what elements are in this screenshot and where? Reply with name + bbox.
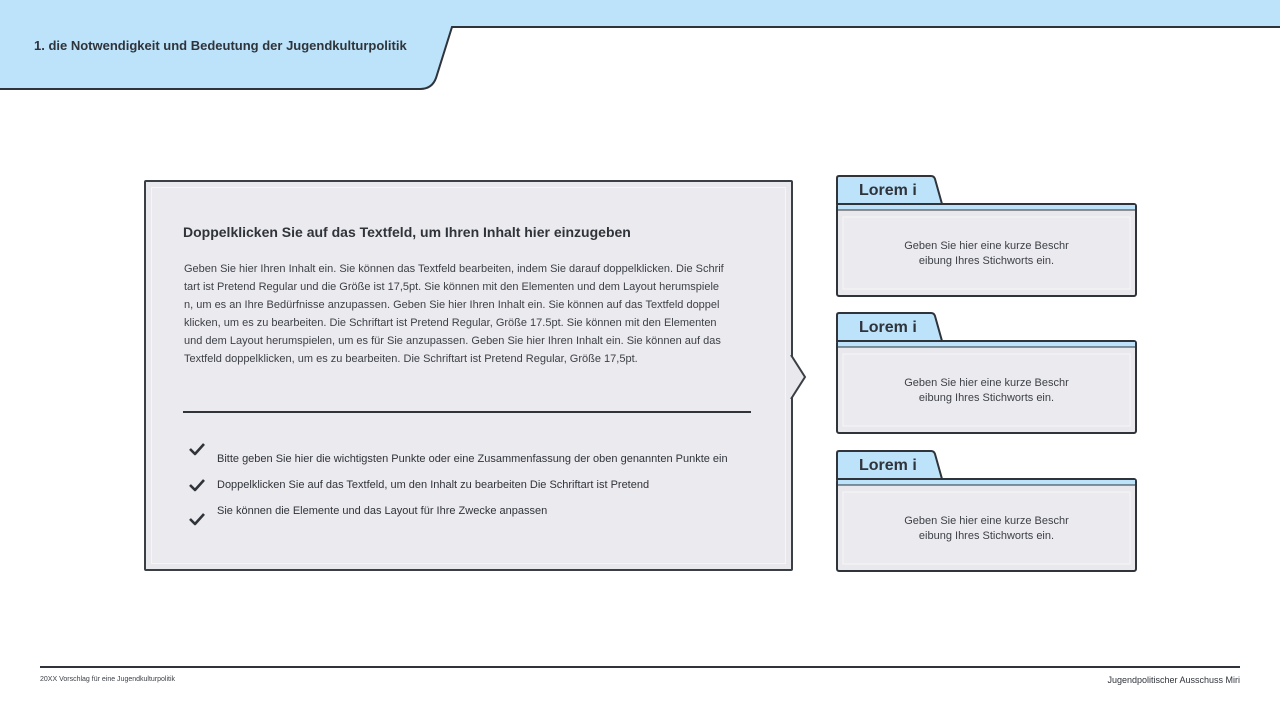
bullet-item[interactable]: Doppelklicken Sie auf das Textfeld, um den Inhalt zu bearbeiten Die Schriftart ist Pretend (217, 479, 650, 491)
arrow-pointer-icon (789, 355, 809, 399)
footer-right-text: Jugendpolitischer Ausschuss Miri (1107, 675, 1240, 685)
check-icon (188, 512, 206, 526)
bullet-item[interactable]: Bitte geben Sie hier die wichtigsten Punkte oder eine Zusammenfassung der oben genannten Punkte ein (217, 453, 728, 465)
keyword-card[interactable] (836, 175, 1137, 297)
page-title: 1. die Notwendigkeit und Bedeutung der Jugendkulturpolitik (34, 38, 407, 53)
main-heading[interactable]: Doppelklicken Sie auf das Textfeld, um Ihren Inhalt hier einzugeben (183, 224, 631, 240)
divider (183, 411, 751, 413)
footer-left-text: 20XX Vorschlag für eine Jugendkulturpolitik (40, 676, 176, 683)
card-label: Lorem i (859, 182, 917, 199)
card-description[interactable]: Geben Sie hier eine kurze Beschreibung Ihres Stichworts ein. (904, 515, 1069, 542)
card-label: Lorem i (859, 457, 917, 474)
card-description[interactable]: Geben Sie hier eine kurze Beschreibung Ihres Stichworts ein. (904, 377, 1069, 404)
footer-divider (40, 666, 1240, 668)
main-body-text[interactable]: Geben Sie hier Ihren Inhalt ein. Sie können das Textfeld bearbeiten, indem Sie darauf doppelklicken. Die Schriftart ist Pretend Regular und die Größe ist 17,5pt. Sie können mit den Elementen und dem Layout herumspielen, um es an Ihre Bedürfnisse anzupassen. Geben Sie hier Ihren Inhalt ein. Sie können auf das Textfeld doppelklicken, um es zu bearbeiten. Die Schriftart ist Pretend Regular, Größe 17.5pt. Sie können mit den Elementen und dem Layout herumspielen, um es für Sie anzupassen. Geben Sie hier Ihren Inhalt ein. Sie können auf das Textfeld doppelklicken, um es zu bearbeiten. Die Schriftart ist Pretend Regular, Größe 17,5pt. (184, 263, 724, 365)
keyword-card[interactable] (836, 312, 1137, 434)
card-label: Lorem i (859, 319, 917, 336)
bullet-item[interactable]: Sie können die Elemente und das Layout für Ihre Zwecke anpassen (217, 505, 548, 517)
check-icon (188, 442, 206, 456)
check-icon (188, 478, 206, 492)
keyword-card[interactable] (836, 450, 1137, 572)
card-description[interactable]: Geben Sie hier eine kurze Beschreibung Ihres Stichworts ein. (904, 240, 1069, 267)
